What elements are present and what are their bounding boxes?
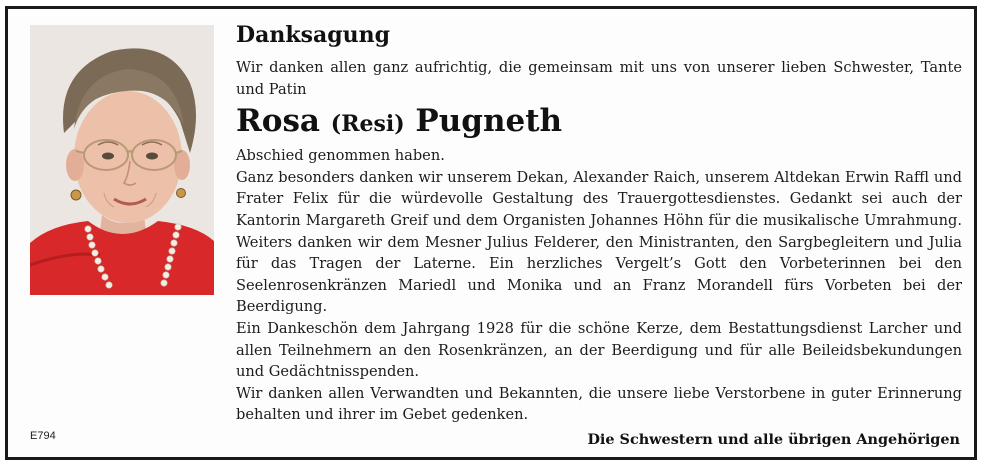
paragraph-farewell: Abschied genommen haben.	[236, 147, 445, 165]
signature: Die Schwestern und alle übrigen Angehörigen	[587, 431, 960, 448]
nickname: (Resi)	[330, 111, 405, 138]
portrait-photo	[30, 25, 214, 295]
notice-content	[236, 21, 962, 426]
paragraph-relatives-thanks: Wir danken allen Verwandten und Bekannten, die unsere liebe Verstorbene in guter Erinnerung behalten und ihrer im Gebet gedenken.	[236, 384, 962, 424]
last-name: Pugneth	[415, 103, 563, 140]
deceased-name	[236, 102, 962, 143]
first-name: Rosa	[236, 103, 320, 140]
notice-heading: Danksagung	[236, 22, 390, 48]
intro-text: Wir danken allen ganz aufrichtig, die gemeinsam mit uns von unserer lieben Schwester, Tante und Patin	[236, 59, 962, 98]
paragraph-community-thanks: Ein Dankeschön dem Jahrgang 1928 für die schöne Kerze, dem Bestattungsdienst Larcher und allen Teilnehmern an den Rosenkränzen, an der Beerdigung und für alle Beileidsbekundungen und Gedächtnisspenden.	[236, 319, 962, 381]
paragraph-clergy-thanks: Ganz besonders danken wir unserem Dekan, Alexander Raich, unserem Altdekan Erwin Raffl und Frater Felix für die würdevolle Gestaltung des Trauergottesdienstes. Gedankt sei auch der Kantorin Margareth Greif und dem Organisten Johannes Höhn für die musikalische Umrahmung. Weiters danken wir dem Mesner Julius Felderer, den Ministranten, den Sargbegleitern und Julia für das Tragen der Laterne. Ein herzliches Vergelt’s Gott den Vorbeterinnen bei den Seelenrosenkränzen Mariedl und Monika und an Franz Morandell fürs Vorbeten bei der Beerdigung.	[236, 168, 962, 316]
reference-code: E794	[30, 430, 56, 442]
obituary-card	[5, 6, 977, 460]
